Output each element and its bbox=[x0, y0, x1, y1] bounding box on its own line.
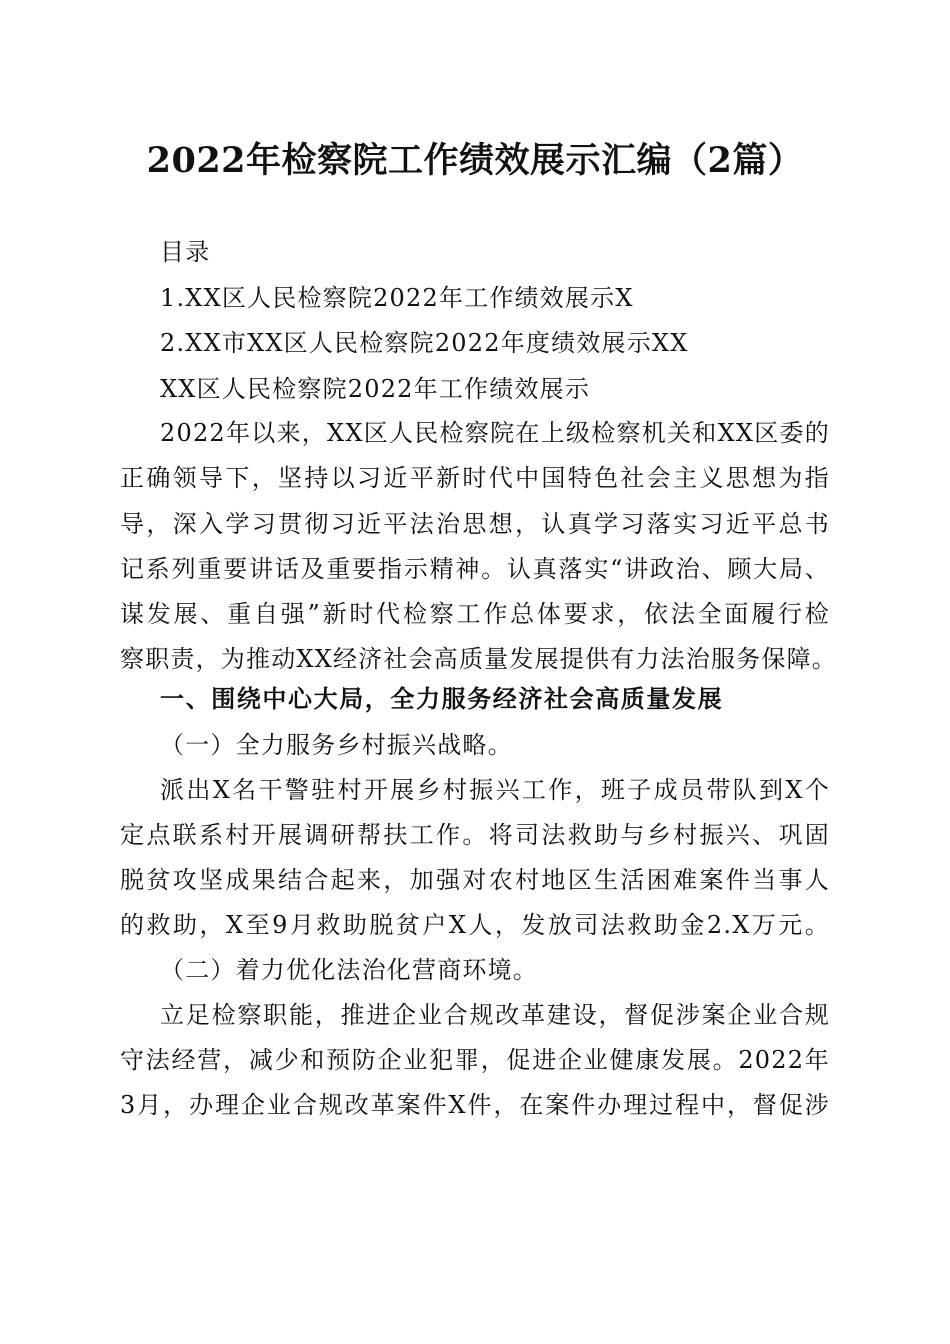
subsection-2-heading: （二）着力优化法治化营商环境。 bbox=[160, 956, 538, 984]
intro-line-5: 谋发展、重自强”新时代检察工作总体要求，依法全面履行检 bbox=[120, 600, 830, 628]
intro-line-4: 记系列重要讲话及重要指示精神。认真落实“讲政治、顾大局、 bbox=[120, 555, 830, 583]
sub1-line-3: 脱贫攻坚成果结合起来，加强对农村地区生活困难案件当事人 bbox=[120, 866, 830, 894]
intro-line-3: 导，深入学习贯彻习近平法治思想，认真学习落实习近平总书 bbox=[120, 510, 830, 538]
sub2-line-3: 3月，办理企业合规改革案件X件，在案件办理过程中，督促涉 bbox=[120, 1091, 830, 1119]
subsection-1-heading: （一）全力服务乡村振兴战略。 bbox=[160, 731, 513, 759]
intro-line-6: 察职责，为推动XX经济社会高质量发展提供有力法治服务保障。 bbox=[120, 645, 837, 673]
sub2-line-1: 立足检察职能，推进企业合规改革建设，督促涉案企业合规 bbox=[160, 1001, 830, 1029]
article-title: XX区人民检察院2022年工作绩效展示 bbox=[160, 375, 591, 403]
intro-line-2: 正确领导下，坚持以习近平新时代中国特色社会主义思想为指 bbox=[120, 464, 830, 492]
intro-line-1: 2022年以来，XX区人民检察院在上级检察机关和XX区委的 bbox=[160, 419, 830, 447]
section-1-heading: 一、围绕中心大局，全力服务经济社会高质量发展 bbox=[160, 685, 724, 713]
toc-item-1[interactable]: 1.XX区人民检察院2022年工作绩效展示X bbox=[160, 284, 634, 312]
sub1-line-4: 的救助，X至9月救助脱贫户X人，发放司法救助金2.X万元。 bbox=[120, 911, 830, 939]
sub1-line-2: 定点联系村开展调研帮扶工作。将司法救助与乡村振兴、巩固 bbox=[120, 821, 830, 849]
toc-item-2[interactable]: 2.XX市XX区人民检察院2022年度绩效展示XX bbox=[160, 329, 689, 357]
sub1-line-1: 派出X名干警驻村开展乡村振兴工作，班子成员带队到X个 bbox=[160, 776, 830, 804]
sub2-line-2: 守法经营，减少和预防企业犯罪，促进企业健康发展。2022年 bbox=[120, 1046, 830, 1074]
document-title: 2022年检察院工作绩效展示汇编（2篇） bbox=[146, 140, 804, 181]
toc-heading: 目录 bbox=[160, 238, 211, 266]
